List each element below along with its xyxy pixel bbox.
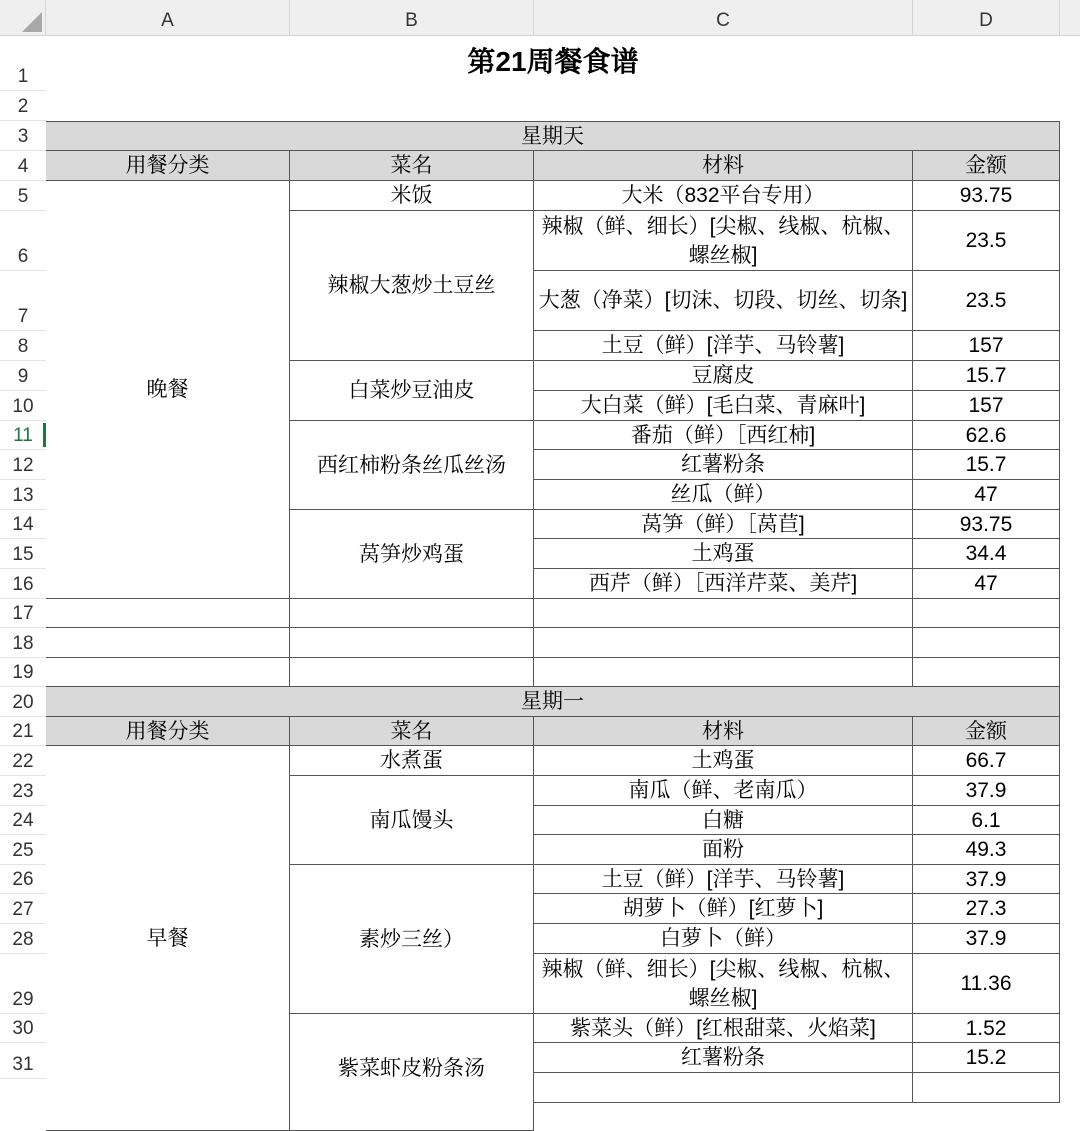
row-number: 6 xyxy=(17,246,29,267)
row-number: 5 xyxy=(17,186,29,207)
row-header-15[interactable] xyxy=(0,539,46,569)
row-header-14[interactable] xyxy=(0,510,46,539)
dish-cell[interactable]: 素炒三丝） xyxy=(290,865,534,1014)
material-cell[interactable]: 白糖 xyxy=(534,806,913,835)
row-number: 21 xyxy=(12,721,34,742)
amount-cell[interactable]: 15.2 xyxy=(913,1043,1060,1073)
amount-cell[interactable]: 47 xyxy=(913,569,1060,599)
row-header-20[interactable] xyxy=(0,687,46,717)
row-header-8[interactable] xyxy=(0,331,46,361)
amount-cell[interactable] xyxy=(913,1073,1060,1103)
amount-cell[interactable]: 37.9 xyxy=(913,865,1060,894)
row-number: 7 xyxy=(17,306,29,327)
row-number: 17 xyxy=(12,603,34,624)
row-header-22[interactable] xyxy=(0,746,46,776)
empty-cell[interactable] xyxy=(46,658,290,687)
row-number: 4 xyxy=(17,156,29,177)
row-header-30[interactable] xyxy=(0,1014,46,1043)
amount-cell[interactable]: 15.7 xyxy=(913,450,1060,480)
amount-cell[interactable]: 93.75 xyxy=(913,510,1060,539)
sheet-grid[interactable] xyxy=(46,0,1080,1079)
amount-cell[interactable]: 11.36 xyxy=(913,954,1060,1014)
amount-cell[interactable]: 47 xyxy=(913,480,1060,510)
day-banner[interactable]: 星期天 xyxy=(46,121,1060,151)
amount-cell[interactable]: 23.5 xyxy=(913,271,1060,331)
material-cell[interactable]: 番茄（鲜）［西红柿] xyxy=(534,421,913,450)
amount-cell[interactable]: 62.6 xyxy=(913,421,1060,450)
column-header-a[interactable]: A xyxy=(46,0,290,36)
row-number: 14 xyxy=(12,514,34,535)
material-cell[interactable]: 莴笋（鲜）［莴苣] xyxy=(534,510,913,539)
column-header-b[interactable]: B xyxy=(290,0,534,36)
dish-cell[interactable]: 水煮蛋 xyxy=(290,746,534,776)
empty-cell[interactable] xyxy=(290,599,534,628)
dish-cell[interactable] xyxy=(290,1014,534,1131)
row-number: 29 xyxy=(12,989,34,1010)
material-cell[interactable]: 南瓜（鲜、老南瓜） xyxy=(534,776,913,806)
dish-cell[interactable]: 白菜炒豆油皮 xyxy=(290,361,534,421)
row-header-6[interactable] xyxy=(0,211,46,271)
material-cell[interactable]: 丝瓜（鲜） xyxy=(534,480,913,510)
material-cell[interactable]: 豆腐皮 xyxy=(534,361,913,391)
empty-cell[interactable] xyxy=(913,599,1060,628)
amount-cell[interactable]: 23.5 xyxy=(913,211,1060,271)
header-amount[interactable]: 金额 xyxy=(913,717,1060,746)
row-number: 13 xyxy=(12,485,34,506)
material-cell[interactable]: 辣椒（鲜、细长）[尖椒、线椒、杭椒、螺丝椒] xyxy=(534,211,913,271)
row-number: 3 xyxy=(17,126,29,147)
empty-cell[interactable] xyxy=(913,658,1060,687)
row-number: 22 xyxy=(12,751,34,772)
row-header-16[interactable] xyxy=(0,569,46,599)
material-cell[interactable]: 西芹（鲜）［西洋芹菜、美芹] xyxy=(534,569,913,599)
select-all-corner[interactable] xyxy=(0,0,46,36)
dish-cell[interactable]: 米饭 xyxy=(290,181,534,211)
row-number: 31 xyxy=(12,1054,34,1075)
row-header-19[interactable] xyxy=(0,658,46,687)
dish-cell[interactable]: 莴笋炒鸡蛋 xyxy=(290,510,534,599)
row-number: 30 xyxy=(12,1018,34,1039)
row-header-1[interactable] xyxy=(0,36,46,91)
material-cell[interactable] xyxy=(534,1073,913,1103)
sheet-title[interactable]: 第21周餐食谱 xyxy=(467,46,639,77)
row-header-24[interactable] xyxy=(0,806,46,835)
row-header-5[interactable] xyxy=(0,181,46,211)
row-number: 10 xyxy=(12,396,34,417)
header-amount[interactable]: 金额 xyxy=(913,151,1060,181)
row-header-9[interactable] xyxy=(0,361,46,391)
amount-cell[interactable]: 15.7 xyxy=(913,361,1060,391)
row-number: 1 xyxy=(17,66,29,87)
header-category[interactable]: 用餐分类 xyxy=(46,717,290,746)
row-header-11[interactable] xyxy=(0,421,46,450)
material-cell[interactable]: 红薯粉条 xyxy=(534,450,913,480)
row-number: 20 xyxy=(12,692,34,713)
row-header-31[interactable] xyxy=(0,1043,46,1079)
amount-cell[interactable]: 37.9 xyxy=(913,776,1060,806)
amount-cell[interactable]: 93.75 xyxy=(913,181,1060,211)
row-header-21[interactable] xyxy=(0,717,46,746)
column-header-c[interactable]: C xyxy=(534,0,913,36)
empty-cell[interactable] xyxy=(290,658,534,687)
row-number: 25 xyxy=(12,840,34,861)
material-cell[interactable]: 红薯粉条 xyxy=(534,1043,913,1073)
material-cell[interactable]: 面粉 xyxy=(534,835,913,865)
row-header-7[interactable] xyxy=(0,271,46,331)
header-material[interactable]: 材料 xyxy=(534,151,913,181)
row-header-3[interactable] xyxy=(0,121,46,151)
row-header-29[interactable] xyxy=(0,954,46,1014)
row-header-28[interactable] xyxy=(0,924,46,954)
material-cell[interactable]: 白萝卜（鲜） xyxy=(534,924,913,954)
row-header-17[interactable] xyxy=(0,599,46,628)
material-cell[interactable]: 土豆（鲜）[洋芋、马铃薯] xyxy=(534,865,913,894)
amount-cell[interactable]: 157 xyxy=(913,391,1060,421)
amount-cell[interactable]: 34.4 xyxy=(913,539,1060,569)
material-cell[interactable]: 紫菜头（鲜）[红根甜菜、火焰菜] xyxy=(534,1014,913,1043)
amount-cell[interactable]: 1.52 xyxy=(913,1014,1060,1043)
amount-cell[interactable]: 6.1 xyxy=(913,806,1060,835)
row-header-23[interactable] xyxy=(0,776,46,806)
material-cell[interactable]: 大白菜（鲜）[毛白菜、青麻叶] xyxy=(534,391,913,421)
header-dish[interactable]: 菜名 xyxy=(290,717,534,746)
row-header-2[interactable] xyxy=(0,91,46,121)
row-number: 28 xyxy=(12,929,34,950)
material-cell[interactable]: 辣椒（鲜、细长）[尖椒、线椒、杭椒、螺丝椒] xyxy=(534,954,913,1014)
row-header-10[interactable] xyxy=(0,391,46,421)
row-number: 16 xyxy=(12,574,34,595)
empty-cell[interactable] xyxy=(534,628,913,658)
meal-category-cell[interactable] xyxy=(46,746,290,1131)
amount-cell[interactable]: 157 xyxy=(913,331,1060,361)
row-header-26[interactable] xyxy=(0,865,46,894)
row-number: 2 xyxy=(17,96,29,117)
row-number: 18 xyxy=(12,633,34,654)
column-header-d[interactable]: D xyxy=(913,0,1060,36)
row-number: 24 xyxy=(12,810,34,831)
empty-cell[interactable] xyxy=(290,628,534,658)
amount-cell[interactable]: 37.9 xyxy=(913,924,1060,954)
dish-cell[interactable]: 南瓜馒头 xyxy=(290,776,534,865)
amount-cell[interactable]: 49.3 xyxy=(913,835,1060,865)
row-number: 27 xyxy=(12,899,34,920)
row-header-4[interactable] xyxy=(0,151,46,181)
row-number: 26 xyxy=(12,869,34,890)
empty-cell[interactable] xyxy=(913,628,1060,658)
meal-category-cell[interactable]: 晚餐 xyxy=(46,181,290,599)
material-cell[interactable]: 土鸡蛋 xyxy=(534,746,913,776)
row-number: 9 xyxy=(17,366,29,387)
row-header-25[interactable] xyxy=(0,835,46,865)
row-number: 15 xyxy=(12,544,34,565)
dish-cell[interactable]: 辣椒大葱炒土豆丝 xyxy=(290,211,534,361)
amount-cell[interactable]: 27.3 xyxy=(913,894,1060,924)
empty-cell[interactable] xyxy=(534,599,913,628)
empty-cell[interactable] xyxy=(46,628,290,658)
header-material[interactable]: 材料 xyxy=(534,717,913,746)
row-number: 19 xyxy=(12,662,34,683)
amount-cell[interactable]: 66.7 xyxy=(913,746,1060,776)
row-number: 11 xyxy=(13,425,33,446)
day-banner[interactable]: 星期一 xyxy=(46,687,1060,717)
material-cell[interactable]: 胡萝卜（鲜）[红萝卜] xyxy=(534,894,913,924)
row-header-18[interactable] xyxy=(0,628,46,658)
row-number: 8 xyxy=(17,336,29,357)
material-cell[interactable]: 土鸡蛋 xyxy=(534,539,913,569)
row-number: 12 xyxy=(12,455,34,476)
material-cell[interactable]: 大葱（净菜）[切沫、切段、切丝、切条] xyxy=(534,271,913,331)
row-header-27[interactable] xyxy=(0,894,46,924)
empty-cell[interactable] xyxy=(46,599,290,628)
row-number: 23 xyxy=(12,781,34,802)
material-cell[interactable]: 大米（832平台专用） xyxy=(534,181,913,211)
meal-category-label: 早餐 xyxy=(146,927,189,950)
header-dish[interactable]: 菜名 xyxy=(290,151,534,181)
material-cell[interactable]: 土豆（鲜）[洋芋、马铃薯] xyxy=(534,331,913,361)
dish-label: 紫菜虾皮粉条汤 xyxy=(338,1057,485,1080)
row-header-12[interactable] xyxy=(0,450,46,480)
dish-cell[interactable]: 西红柿粉条丝瓜丝汤 xyxy=(290,421,534,510)
header-category[interactable]: 用餐分类 xyxy=(46,151,290,181)
select-all-triangle-icon xyxy=(22,12,42,32)
empty-cell[interactable] xyxy=(534,658,913,687)
row-header-13[interactable] xyxy=(0,480,46,510)
